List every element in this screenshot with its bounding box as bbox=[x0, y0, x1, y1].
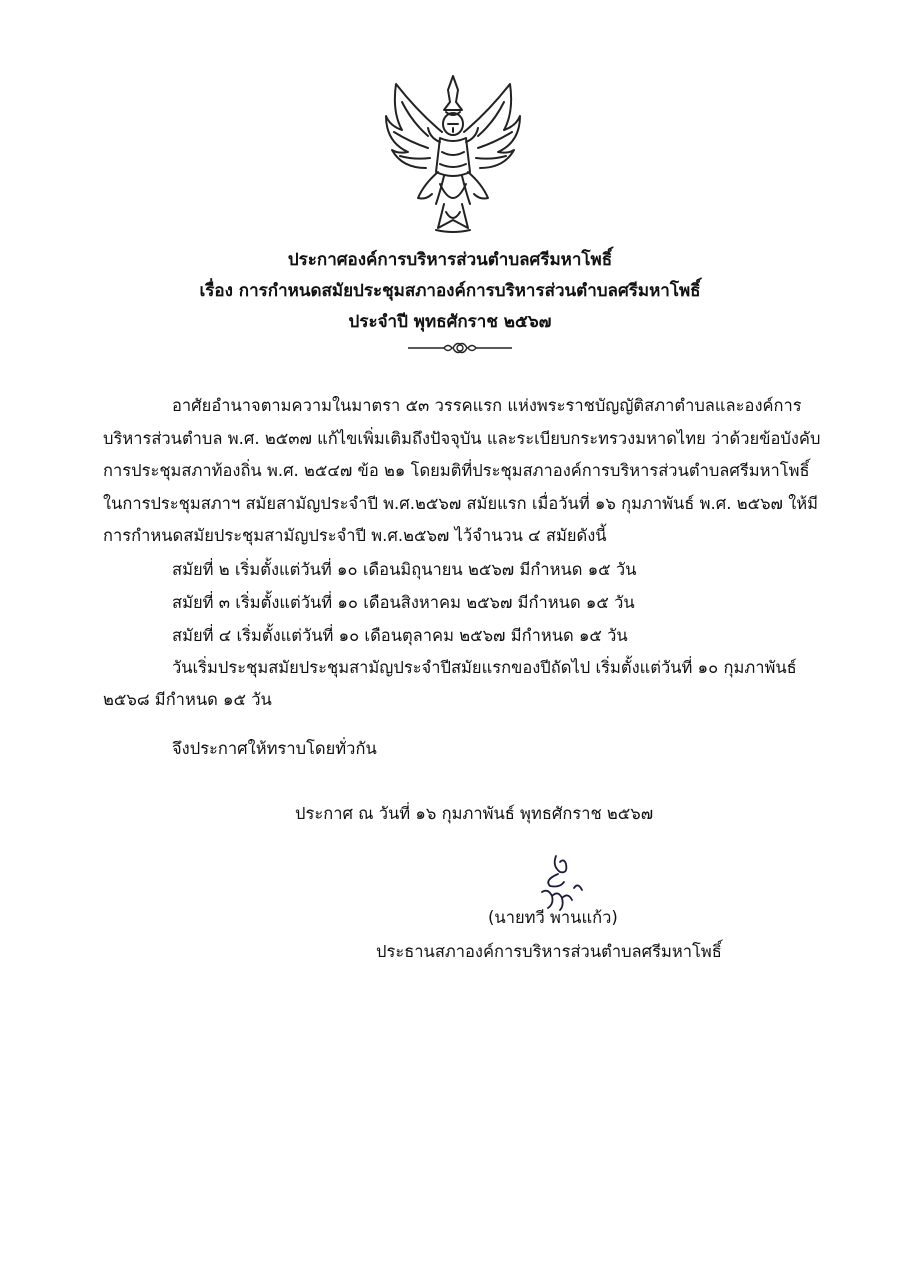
paragraph-line: อาศัยอำนาจตามความในมาตรา ๕๓ วรรคแรก แห่งพระราชบัญญัติสภาตำบลและองค์การ bbox=[172, 396, 802, 415]
session-item: สมัยที่ ๓ เริ่มตั้งแต่วันที่ ๑๐ เดือนสิงหาคม ๒๕๖๗ มีกำหนด ๑๕ วัน bbox=[172, 593, 635, 612]
garuda-emblem-icon bbox=[378, 72, 528, 234]
announcement-year: ประจำปี พุทธศักราช ๒๕๖๗ bbox=[348, 312, 552, 332]
signer-position: ประธานสภาองค์การบริหารส่วนตำบลศรีมหาโพธิ์ bbox=[376, 942, 722, 961]
decorative-divider-icon bbox=[408, 340, 512, 356]
announcement-subject: เรื่อง การกำหนดสมัยประชุมสภาองค์การบริหารส่วนตำบลศรีมหาโพธิ์ bbox=[199, 281, 701, 301]
paragraph-line: ในการประชุมสภาฯ สมัยสามัญประจำปี พ.ศ.๒๕๖๗ สมัยแรก เมื่อวันที่ ๑๖ กุมภาพันธ์ พ.ศ. ๒๕๖๗ ให้มี bbox=[103, 494, 819, 513]
closing-statement: จึงประกาศให้ทราบโดยทั่วกัน bbox=[172, 739, 377, 758]
handwritten-signature bbox=[530, 852, 610, 914]
next-year-line: ๒๕๖๘ มีกำหนด ๑๕ วัน bbox=[103, 690, 272, 709]
session-item: สมัยที่ ๔ เริ่มตั้งแต่วันที่ ๑๐ เดือนตุลาคม ๒๕๖๗ มีกำหนด ๑๕ วัน bbox=[172, 626, 628, 645]
next-year-line: วันเริ่มประชุมสมัยประชุมสามัญประจำปีสมัยแรกของปีถัดไป เริ่มตั้งแต่วันที่ ๑๐ กุมภาพันธ์ bbox=[172, 658, 797, 677]
signer-name: (นายทวี พานแก้ว) bbox=[488, 908, 618, 927]
paragraph-line: บริหารส่วนตำบล พ.ศ. ๒๕๓๗ แก้ไขเพิ่มเติมถึงปัจจุบัน และระเบียบกระทรวงมหาดไทย ว่าด้วยข้อบังคับ bbox=[103, 429, 821, 448]
session-item: สมัยที่ ๒ เริ่มตั้งแต่วันที่ ๑๐ เดือนมิถุนายน ๒๕๖๗ มีกำหนด ๑๕ วัน bbox=[172, 560, 637, 579]
paragraph-line: การประชุมสภาท้องถิ่น พ.ศ. ๒๕๔๗ ข้อ ๒๑ โดยมติที่ประชุมสภาองค์การบริหารส่วนตำบลศรีมหาโพธิ์ bbox=[103, 461, 810, 480]
announcement-date: ประกาศ ณ วันที่ ๑๖ กุมภาพันธ์ พุทธศักราช ๒๕๖๗ bbox=[295, 804, 654, 823]
announcement-title: ประกาศองค์การบริหารส่วนตำบลศรีมหาโพธิ์ bbox=[287, 250, 613, 270]
paragraph-line: การกำหนดสมัยประชุมสามัญประจำปี พ.ศ.๒๕๖๗ ไว้จำนวน ๔ สมัยดังนี้ bbox=[103, 526, 607, 545]
